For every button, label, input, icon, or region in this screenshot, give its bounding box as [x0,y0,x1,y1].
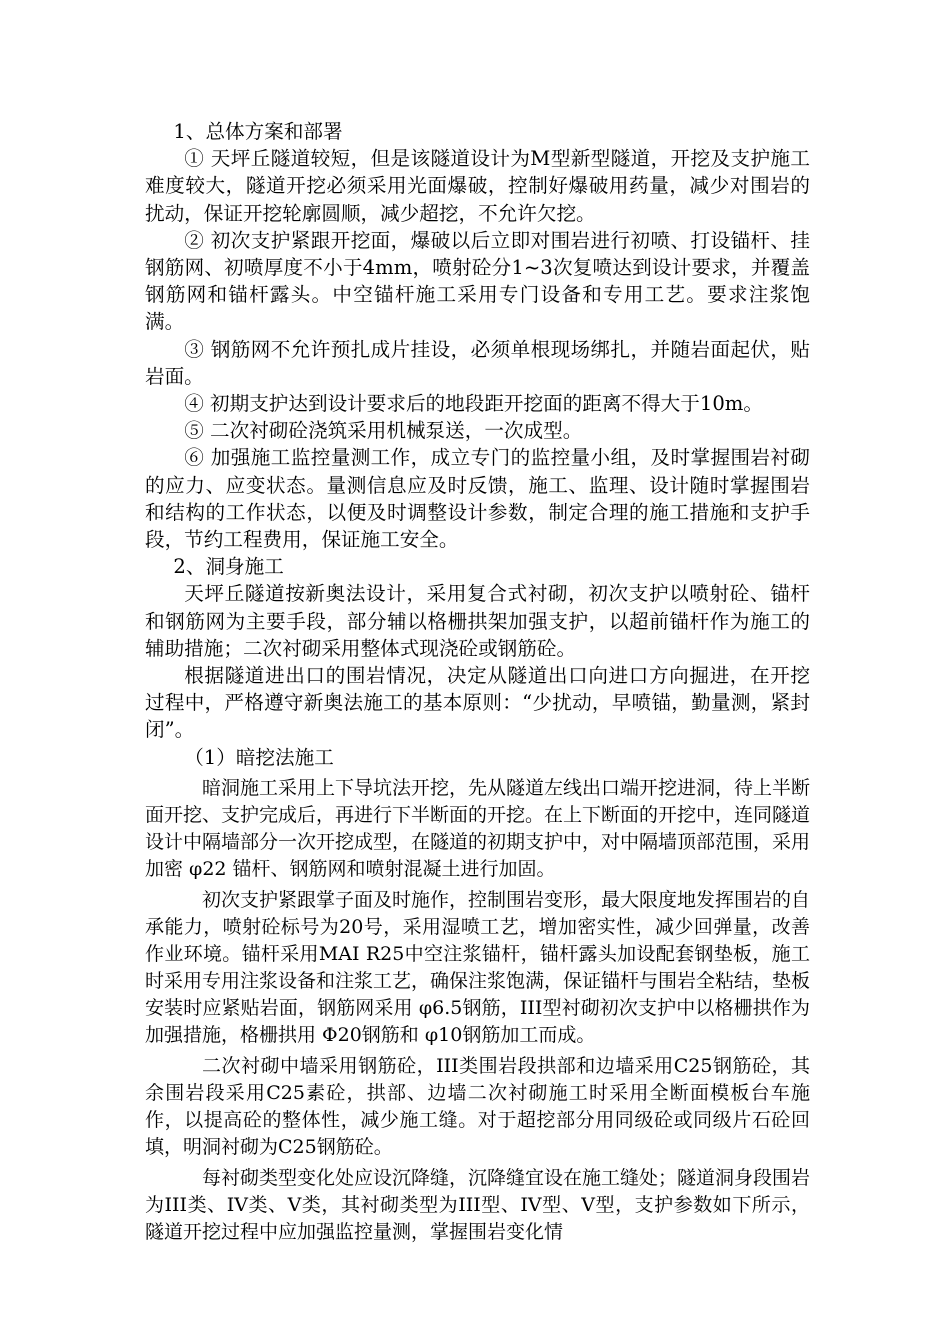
document-page [145,118,810,1246]
paragraph-excavation-direction: 根据隧道进出口的围岩情况，决定从隧道出口向进口方向掘进，在开挖过程中，严格遵守新奥法施工的基本原则：“少扰动，早喷锚，勤量测，紧封闭”。 [145,664,810,742]
paragraph-item-5: ⑤ 二次衬砌砼浇筑采用机械泵送，一次成型。 [184,419,583,443]
paragraph-item-1: ① 天坪丘隧道较短，但是该隧道设计为M型新型隧道，开挖及支护施工难度较大，隧道开挖必须采用光面爆破，控制好爆破用药量，减少对围岩的扰动，保证开挖轮廓圆顺，减少超挖，不允许欠挖。 [145,147,810,225]
paragraph-initial-support: 初次支护紧跟掌子面及时施作，控制围岩变形，最大限度地发挥围岩的自承能力，喷射砼标号为20号，采用湿喷工艺，增加密实性，减少回弹量，改善作业环境。锚杆采用MAI R25中空注浆锚杆，锚杆露头加设配套钢垫板，施工时采用专用注浆设备和注浆工艺，确保注浆饱满，保证锚杆与围岩全粘结，垫板安装时应紧贴岩面，钢筋网采用 φ6.5钢筋，III型衬砌初次支护中以格栅拱作为加强措施，格栅拱用 Φ20钢筋和 φ10钢筋加工而成。 [145,888,811,1046]
paragraph-design-method: 天坪丘隧道按新奥法设计，采用复合式衬砌，初次支护以喷射砼、锚杆和钢筋网为主要手段，部分辅以格栅拱架加强支护，以超前锚杆作为施工的辅助措施；二次衬砌采用整体式现浇砼或钢筋砼。 [145,582,810,660]
paragraph-item-4: ④ 初期支护达到设计要求后的地段距开挖面的距离不得大于10m。 [184,392,763,416]
paragraph-secondary-lining: 二次衬砌中墙采用钢筋砼，III类围岩段拱部和边墙采用C25钢筋砼，其余围岩段采用C25素砼，拱部、边墙二次衬砌施工时采用全断面模板台车施作，以提高砼的整体性，减少施工缝。对于超挖部分用同级砼或同级片石砼回填，明洞衬砌为C25钢筋砼。 [145,1054,810,1158]
heading-overall-plan: 1、总体方案和部署 [173,120,343,143]
heading-mining-method: （1）暗挖法施工 [184,745,334,769]
paragraph-item-3: ③ 钢筋网不允许预扎成片挂设，必须单根现场绑扎，并随岩面起伏，贴岩面。 [145,337,810,388]
heading-tunnel-body: 2、洞身施工 [173,555,284,579]
paragraph-settlement-joints: 每衬砌类型变化处应设沉降缝，沉降缝宜设在施工缝处；隧道洞身段围岩为III类、IV类、V类，其衬砌类型为III型、IV型、V型，支护参数如下所示，隧道开挖过程中应加强监控量测，掌握围岩变化情 [145,1166,811,1243]
paragraph-item-6: ⑥ 加强施工监控量测工作，成立专门的监控量小组，及时掌握围岩衬砌的应力、应变状态。量测信息应及时反馈，施工、监理、设计随时掌握围岩和结构的工作状态，以便及时调整设计参数，制定合理的施工措施和支护手段，节约工程费用，保证施工安全。 [145,446,810,552]
paragraph-item-2: ② 初次支护紧跟开挖面，爆破以后立即对围岩进行初喷、打设锚杆、挂钢筋网、初喷厚度不小于4mm，喷射砼分1~3次复喷达到设计要求，并覆盖钢筋网和锚杆露头。中空锚杆施工采用专门设备和专用工艺。要求注浆饱满。 [145,228,810,334]
paragraph-excavation: 暗洞施工采用上下导坑法开挖，先从隧道左线出口端开挖进洞，待上半断面开挖、支护完成后，再进行下半断面的开挖。在上下断面的开挖中，连同隧道设计中隔墙部分一次开挖成型，在隧道的初期支护中，对中隔墙顶部范围，采用加密 φ22 锚杆、钢筋网和喷射混凝土进行加固。 [145,776,811,880]
